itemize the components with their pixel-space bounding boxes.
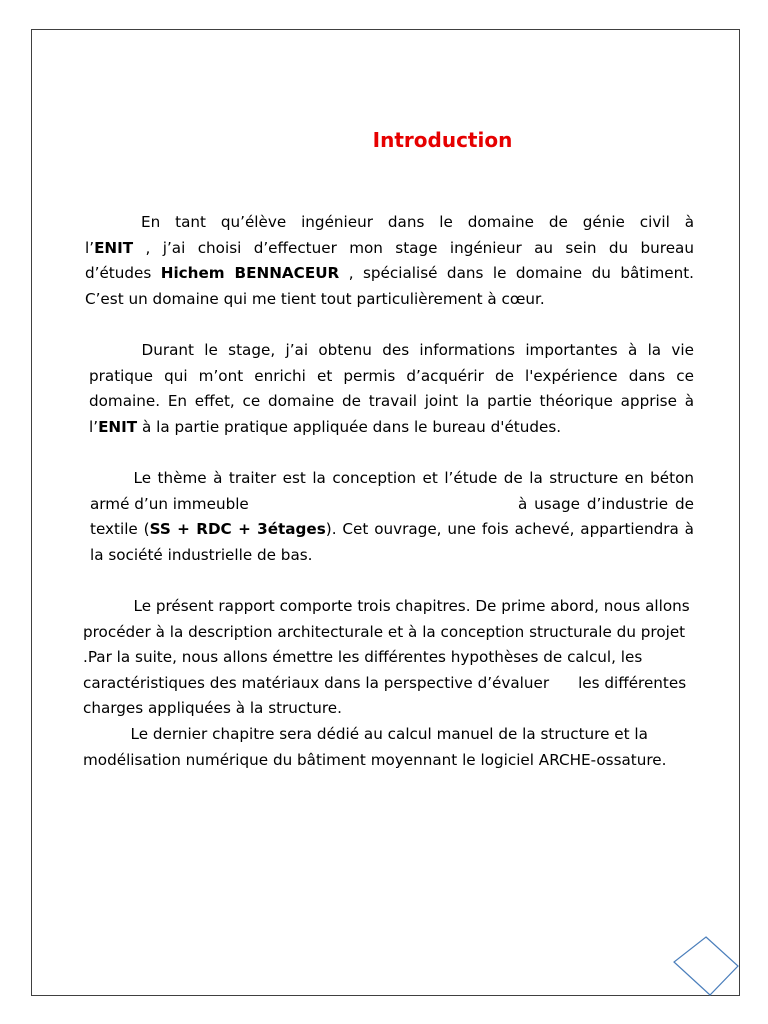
paragraph-line [90,517,694,543]
text-run: Durant le stage, j’ai obtenu des informations importantes à la vie [141,341,694,359]
paragraph-2 [89,338,694,440]
text-run: , j’ai choisi d’effectuer mon stage ingénieur au sein du bureau [133,238,694,257]
building-levels: SS + RDC + 3étages [149,520,326,539]
paragraph-5 [83,722,723,773]
paragraph-line [83,620,723,646]
text-run: armé d’un immeuble [90,494,249,513]
paragraph-line [85,210,694,236]
text-run: la société industrielle de bas. [90,545,313,564]
paragraph-line [83,671,723,697]
text-run: l’ [89,417,99,436]
text-run: .Par la suite, nous allons émettre les différentes hypothèses de calcul, les [83,648,643,667]
text-run: à la partie pratique appliquée dans le bureau d'études. [137,417,562,436]
text-run: pratique qui m’ont enrichi et permis d’acquérir de l'expérience dans ce [89,366,694,385]
text-run: modélisation numérique du bâtiment moyennant le logiciel ARCHE-ossature. [83,750,667,769]
paragraph-1 [85,210,694,312]
paragraph-line [89,389,694,415]
paragraph-line [85,236,694,262]
text-run: Le thème à traiter est la conception et l’étude de la structure en béton [133,469,694,487]
paragraph-line [83,722,723,748]
text-run: Le présent rapport comporte trois chapitres. De prime abord, nous allons [133,597,690,615]
text-run: d’études [85,264,161,283]
school-acronym: ENIT [94,238,134,257]
page-title: Introduction [372,128,513,152]
text-run: caractéristiques des matériaux dans la perspective d’évaluer les différentes [83,673,687,692]
paragraph-line [85,287,694,313]
text-run: domaine. En effet, ce domaine de travail joint la partie théorique apprise à [89,392,694,411]
text-run: à usage d’industrie de [518,494,694,513]
text-run: textile ( [90,520,150,539]
paragraph-line [90,543,694,569]
text-run: procéder à la description architecturale et à la conception structurale du projet [83,622,686,641]
paragraph-line [90,492,694,518]
text-run: En tant qu’élève ingénieur dans le domaine de génie civil à [141,213,694,231]
paragraph-line [89,415,694,441]
text-run: Le dernier chapitre sera dédié au calcul manuel de la structure et la [130,725,648,743]
text-run: C’est un domaine qui me tient tout particulièrement à cœur. [85,289,545,308]
paragraph-line [83,696,723,722]
paragraph-line [89,338,694,364]
text-run: charges appliquées à la structure. [83,699,342,718]
text-run: ). Cet ouvrage, une fois achevé, appartiendra à [325,520,694,539]
paragraph-line [83,594,723,620]
school-acronym: ENIT [98,417,138,436]
paragraph-line [83,748,723,774]
paragraph-line [90,466,694,492]
paragraph-line [85,261,694,287]
paragraph-4 [83,594,723,722]
paragraph-line [83,645,723,671]
paragraph-3 [90,466,694,568]
text-run: l’ [85,238,95,257]
office-name: Hichem BENNACEUR [160,264,340,283]
text-run: , spécialisé dans le domaine du bâtiment. [339,264,695,283]
paragraph-line [89,364,694,390]
